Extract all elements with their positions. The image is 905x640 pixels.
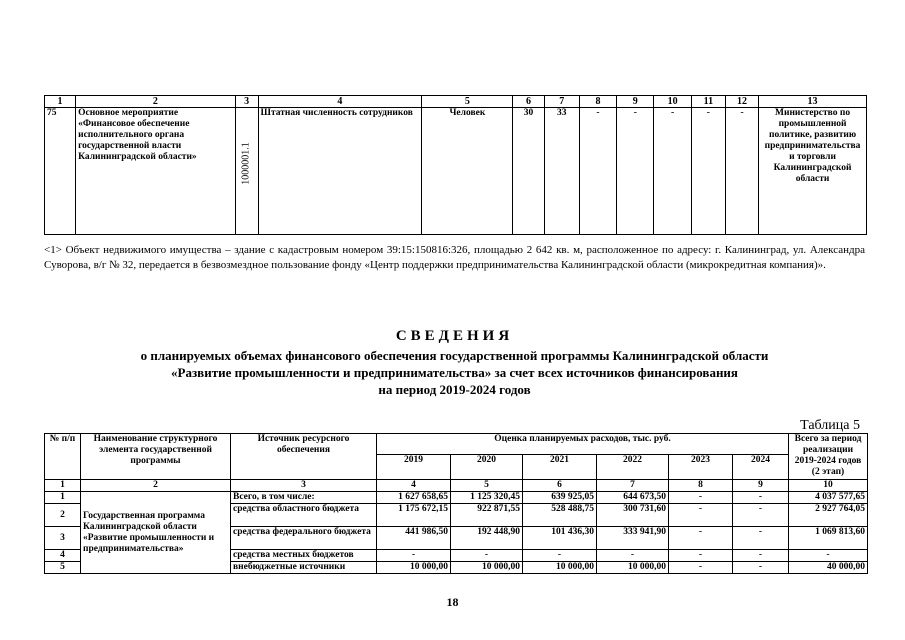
value-cell: - <box>654 108 691 235</box>
value-cell: 644 673,50 <box>597 492 669 504</box>
heading-line: «Развитие промышленности и предпринимательства» за счет всех источников финансирования <box>171 365 738 380</box>
value-cell: - <box>579 108 616 235</box>
row-number: 75 <box>45 108 76 235</box>
year-header: 2023 <box>669 455 733 480</box>
heading-line: о планируемых объемах финансового обеспечения государственной программы Калининградской области <box>140 348 769 363</box>
value-cell: - <box>669 504 733 527</box>
year-header: 2024 <box>733 455 789 480</box>
header-source: Источник ресурсного обеспечения <box>231 434 377 480</box>
row-number: 1 <box>45 492 81 504</box>
total-cell: 1 069 813,60 <box>789 527 868 550</box>
value-cell: 10 000,00 <box>377 562 451 574</box>
col-num: 9 <box>617 96 654 108</box>
total-cell: 40 000,00 <box>789 562 868 574</box>
col-num: 10 <box>654 96 691 108</box>
activity-name: Основное мероприятие «Финансовое обеспечение исполнительного органа государственной власти Калининградской области» <box>76 108 236 235</box>
total-cell: 4 037 577,65 <box>789 492 868 504</box>
table-row <box>45 108 867 235</box>
col-num: 7 <box>597 480 669 492</box>
value-cell: 33 <box>544 108 579 235</box>
source-cell: Всего, в том числе: <box>231 492 377 504</box>
col-num: 6 <box>523 480 597 492</box>
page-number: 18 <box>446 595 459 609</box>
col-num: 5 <box>422 96 513 108</box>
col-num: 7 <box>544 96 579 108</box>
col-num: 2 <box>76 96 236 108</box>
row-number: 3 <box>45 527 81 550</box>
header-name: Наименование структурного элемента государственной программы <box>81 434 231 480</box>
value-cell: - <box>733 504 789 527</box>
row-number: 2 <box>45 504 81 527</box>
value-cell: 101 436,30 <box>523 527 597 550</box>
col-num: 6 <box>513 96 544 108</box>
value-cell: 192 448,90 <box>451 527 523 550</box>
value-cell: - <box>733 550 789 562</box>
value-cell: 441 986,50 <box>377 527 451 550</box>
row-number: 4 <box>45 550 81 562</box>
col-num: 12 <box>725 96 758 108</box>
col-num: 13 <box>759 96 867 108</box>
col-num: 9 <box>733 480 789 492</box>
col-num: 11 <box>691 96 725 108</box>
col-num: 2 <box>81 480 231 492</box>
value-cell: 528 488,75 <box>523 504 597 527</box>
col-num: 8 <box>669 480 733 492</box>
total-cell: - <box>789 550 868 562</box>
activity-code: 1000001.1 <box>240 142 252 185</box>
header-total: Всего за период реализации 2019-2024 годов (2 этап) <box>789 434 868 480</box>
year-header: 2021 <box>523 455 597 480</box>
col-num: 1 <box>45 96 76 108</box>
value-cell: 922 871,55 <box>451 504 523 527</box>
source-cell: средства областного бюджета <box>231 504 377 527</box>
value-cell: - <box>669 562 733 574</box>
col-num: 4 <box>258 96 422 108</box>
value-cell: - <box>669 550 733 562</box>
source-cell: внебюджетные источники <box>231 562 377 574</box>
value-cell: 300 731,60 <box>597 504 669 527</box>
row-number: 5 <box>45 562 81 574</box>
total-cell: 2 927 764,05 <box>789 504 868 527</box>
table-row <box>45 492 868 504</box>
value-cell: 10 000,00 <box>597 562 669 574</box>
year-header: 2019 <box>377 455 451 480</box>
value-cell: - <box>597 550 669 562</box>
value-cell: - <box>451 550 523 562</box>
col-num: 5 <box>451 480 523 492</box>
heading-line: на период 2019-2024 годов <box>378 382 531 397</box>
value-cell: - <box>377 550 451 562</box>
year-header: 2020 <box>451 455 523 480</box>
footnote: <1> Объект недвижимого имущества – здание с кадастровым номером 39:15:150816:326, площадью 2 642 кв. м, расположенное по адресу: г. Калининград, ул. Александра Суворова, в/г № 32, передается в безвозмездное пользование фонду «Центр поддержки предпринимательства Калининградской области (микрокредитная компания)». <box>44 244 865 271</box>
unit: Человек <box>422 108 513 235</box>
page-title: СВЕДЕНИЯ <box>395 328 514 344</box>
header-row <box>45 434 868 455</box>
header-num: № п/п <box>45 434 81 480</box>
indicators-table <box>44 95 867 235</box>
value-cell: 10 000,00 <box>523 562 597 574</box>
value-cell: - <box>691 108 725 235</box>
financing-table <box>44 433 868 574</box>
responsible-body: Министерство по промышленной политике, развитию предпринимательства и торговли Калининградской области <box>759 108 867 235</box>
value-cell: 1 627 658,65 <box>377 492 451 504</box>
col-num: 1 <box>45 480 81 492</box>
column-number-row <box>45 480 868 492</box>
value-cell: - <box>523 550 597 562</box>
source-cell: средства федерального бюджета <box>231 527 377 550</box>
header-estimate: Оценка планируемых расходов, тыс. руб. <box>377 434 789 455</box>
source-cell: средства местных бюджетов <box>231 550 377 562</box>
col-num: 10 <box>789 480 868 492</box>
value-cell: - <box>725 108 758 235</box>
value-cell: - <box>669 527 733 550</box>
col-num: 4 <box>377 480 451 492</box>
value-cell: 1 125 320,45 <box>451 492 523 504</box>
col-num: 3 <box>235 96 258 108</box>
col-num: 3 <box>231 480 377 492</box>
value-cell: - <box>733 562 789 574</box>
value-cell: - <box>617 108 654 235</box>
table-label: Таблица 5 <box>800 418 860 433</box>
value-cell: - <box>733 492 789 504</box>
value-cell: - <box>669 492 733 504</box>
value-cell: 10 000,00 <box>451 562 523 574</box>
indicator-name: Штатная численность сотрудников <box>258 108 422 235</box>
value-cell: 30 <box>513 108 544 235</box>
value-cell: - <box>733 527 789 550</box>
column-number-row <box>45 96 867 108</box>
value-cell: 1 175 672,15 <box>377 504 451 527</box>
value-cell: 639 925,05 <box>523 492 597 504</box>
value-cell: 333 941,90 <box>597 527 669 550</box>
year-header: 2022 <box>597 455 669 480</box>
element-name: Государственная программа Калининградской области «Развитие промышленности и предпринимательства» <box>81 492 231 574</box>
col-num: 8 <box>579 96 616 108</box>
